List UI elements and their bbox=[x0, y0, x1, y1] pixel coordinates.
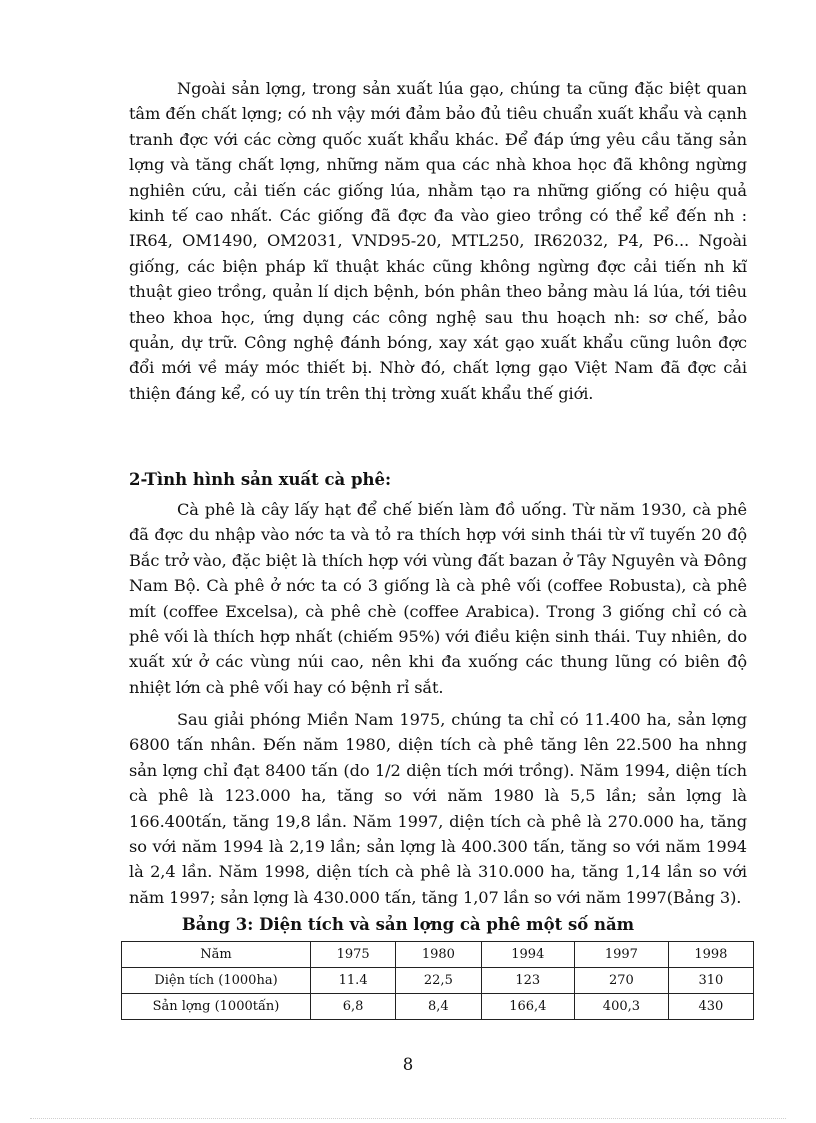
table-cell: 11.4 bbox=[311, 968, 396, 994]
page-bottom-divider bbox=[30, 1118, 786, 1119]
table-cell: 6,8 bbox=[311, 994, 396, 1020]
table-cell: 1994 bbox=[481, 942, 575, 968]
table-cell: 123 bbox=[481, 968, 575, 994]
table-cell: Năm bbox=[122, 942, 311, 968]
table-cell: 166,4 bbox=[481, 994, 575, 1020]
page-number: 8 bbox=[402, 1055, 414, 1074]
table-cell: 22,5 bbox=[396, 968, 481, 994]
table-cell: Diện tích (1000ha) bbox=[122, 968, 311, 994]
table-cell: 1998 bbox=[668, 942, 753, 968]
table-cell: 400,3 bbox=[575, 994, 669, 1020]
coffee-data-table bbox=[121, 941, 754, 1020]
table-header-row bbox=[122, 942, 754, 968]
table-cell: 310 bbox=[668, 968, 753, 994]
table-cell: 8,4 bbox=[396, 994, 481, 1020]
section-heading-coffee: 2-Tình hình sản xuất cà phê: bbox=[129, 470, 392, 489]
table-row bbox=[122, 968, 754, 994]
paragraph-rice-quality: Ngoài sản lợng, trong sản xuất lúa gạo, chúng ta cũng đặc biệt quan tâm đến chất lợng; có nh vậy mới đảm bảo đủ tiêu chuẩn xuất khẩu và cạnh tranh đợc với các cờng quốc xuất khẩu khác. Để đáp ứng yêu cầu tăng sản lợng và tăng chất lợng, những năm qua các nhà khoa học đã không ngừng nghiên cứu, cải tiến các giống lúa, nhằm tạo ra những giống có hiệu quả kinh tế cao nhất. Các giống đã đợc đa vào gieo trồng có thể kể đến nh : IR64, OM1490, OM2031, VND95-20, MTL250, IR62032, P4, P6... Ngoài giống, các biện pháp kĩ thuật khác cũng không ngừng đợc cải tiến nh kĩ thuật gieo trồng, quản lí dịch bệnh, bón phân theo bảng màu lá lúa, tới tiêu theo khoa học, ứng dụng các công nghệ sau thu hoạch nh: sơ chế, bảo quản, dự trữ. Công nghệ đánh bóng, xay xát gạo xuất khẩu cũng luôn đợc đổi mới về máy móc thiết bị. Nhờ đó, chất lợng gạo Việt Nam đã đợc cải thiện đáng kể, có uy tín trên thị trờng xuất khẩu thế giới. bbox=[129, 79, 747, 403]
table-cell: Sản lợng (1000tấn) bbox=[122, 994, 311, 1020]
table-cell: 1975 bbox=[311, 942, 396, 968]
table-caption: Bảng 3: Diện tích và sản lợng cà phê một số năm bbox=[181, 915, 635, 934]
table-cell: 1997 bbox=[575, 942, 669, 968]
table-cell: 1980 bbox=[396, 942, 481, 968]
paragraph-coffee-production: Sau giải phóng Miền Nam 1975, chúng ta chỉ có 11.400 ha, sản lợng 6800 tấn nhân. Đến năm 1980, diện tích cà phê tăng lên 22.500 ha nhng sản lợng chỉ đạt 8400 tấn (do 1/2 diện tích mới trồng). Năm 1994, diện tích cà phê là 123.000 ha, tăng so với năm 1980 là 5,5 lần; sản lợng là 166.400tấn, tăng 19,8 lần. Năm 1997, diện tích cà phê là 270.000 ha, tăng so với năm 1994 là 2,19 lần; sản lợng là 400.300 tấn, tăng so với năm 1994 là 2,4 lần. Năm 1998, diện tích cà phê là 310.000 ha, tăng 1,14 lần so với năm 1997; sản lợng là 430.000 tấn, tăng 1,07 lần so với năm 1997(Bảng 3). bbox=[129, 710, 747, 907]
paragraph-coffee-intro: Cà phê là cây lấy hạt để chế biến làm đồ uống. Từ năm 1930, cà phê đã đợc du nhập vào nớc ta và tỏ ra thích hợp với sinh thái từ vĩ tuyến 20 độ Bắc trở vào, đặc biệt là thích hợp với vùng đất bazan ở Tây Nguyên và Đông Nam Bộ. Cà phê ở nớc ta có 3 giống là cà phê vối (coffee Robusta), cà phê mít (coffee Excelsa), cà phê chè (coffee Arabica). Trong 3 giống chỉ có cà phê vối là thích hợp nhất (chiếm 95%) với điều kiện sinh thái. Tuy nhiên, do xuất xứ ở các vùng núi cao, nên khi đa xuống các thung lũng có biên độ nhiệt lớn cà phê vối hay có bệnh rỉ sắt. bbox=[129, 500, 747, 697]
table-row bbox=[122, 994, 754, 1020]
table-cell: 430 bbox=[668, 994, 753, 1020]
table-cell: 270 bbox=[575, 968, 669, 994]
